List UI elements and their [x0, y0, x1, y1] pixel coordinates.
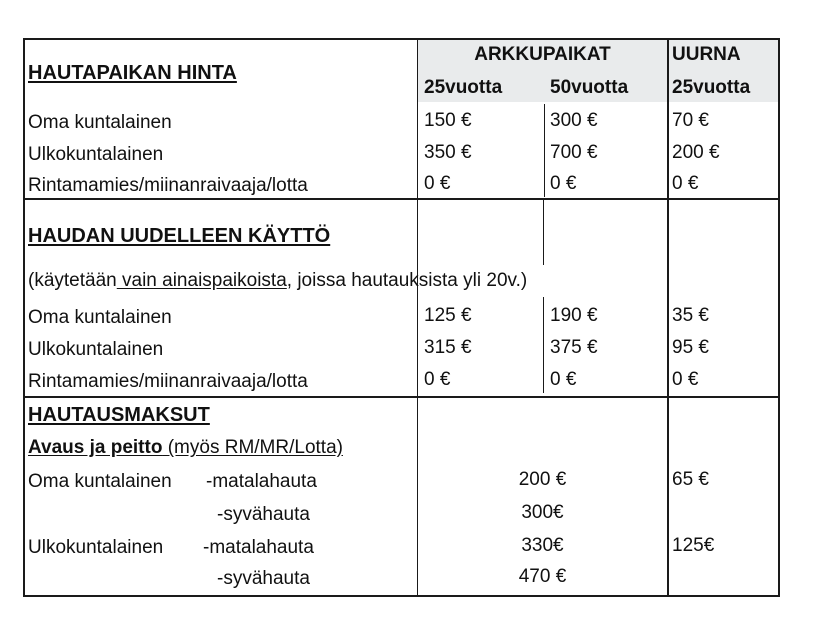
row-label: Ulkokuntalainen: [28, 144, 164, 165]
fee-grave-type: -syvähauta: [217, 504, 310, 525]
reuse-note-prefix: (käytetään: [28, 270, 117, 291]
fee-arkku-value: 200 €: [518, 469, 567, 490]
fees-subtitle: [28, 437, 343, 459]
column-divider-uurna: [667, 38, 669, 596]
reuse-note-suffix: , joissa hautauksista yli 20v.): [286, 270, 528, 291]
price-cell: 0 €: [672, 173, 699, 194]
fees-subtitle-rest: (myös RM/MR/Lotta): [162, 437, 343, 458]
fee-arkku-value: 300€: [521, 502, 564, 523]
price-cell: 0 €: [672, 369, 699, 390]
price-cell: 190 €: [550, 305, 598, 326]
price-cell: 125 €: [424, 305, 472, 326]
price-cell: 315 €: [424, 337, 472, 358]
price-cell: 350 €: [424, 142, 472, 163]
price-cell: 95 €: [672, 337, 709, 358]
fee-grave-type: -matalahauta: [206, 471, 317, 492]
fee-grave-type: -matalahauta: [203, 537, 314, 558]
price-cell: 150 €: [424, 110, 472, 131]
fee-row-label: Oma kuntalainen: [28, 471, 172, 492]
fees-section-title: HAUTAUSMAKSUT: [28, 404, 210, 426]
fee-arkku-value: 470 €: [518, 566, 567, 587]
price-cell: 375 €: [550, 337, 598, 358]
column-divider-50v-middle: [543, 200, 544, 265]
row-label: Oma kuntalainen: [28, 307, 172, 328]
column-divider-50v-upper: [544, 104, 545, 197]
price-cell: 0 €: [550, 173, 577, 194]
reuse-section-title: HAUDAN UUDELLEEN KÄYTTÖ: [28, 225, 331, 247]
uurna-header: UURNA: [672, 44, 741, 65]
fee-uurna-value: 125€: [672, 535, 715, 556]
price-cell: 70 €: [672, 110, 709, 131]
table-border-right: [778, 38, 780, 597]
price-section-title: HAUTAPAIKAN HINTA: [28, 62, 237, 84]
price-cell: 0 €: [550, 369, 577, 390]
column-divider-50v-lower: [543, 297, 544, 393]
fee-row-label: Ulkokuntalainen: [28, 537, 164, 558]
price-cell: 700 €: [550, 142, 598, 163]
fee-uurna-value: 65 €: [672, 469, 709, 490]
column-header-25vuotta: 25vuotta: [424, 77, 503, 98]
table-border-left: [23, 38, 25, 597]
price-cell: 0 €: [424, 173, 451, 194]
reuse-note: [28, 270, 527, 292]
row-label: Rintamamies/miinanraivaaja/lotta: [28, 371, 308, 392]
row-label: Rintamamies/miinanraivaaja/lotta: [28, 175, 308, 196]
row-label: Oma kuntalainen: [28, 112, 172, 133]
fee-arkku-value: 330€: [521, 535, 564, 556]
price-cell: 0 €: [424, 369, 451, 390]
column-header-50vuotta: 50vuotta: [550, 77, 629, 98]
fees-subtitle-bold: Avaus ja peitto: [28, 437, 163, 458]
row-label: Ulkokuntalainen: [28, 339, 164, 360]
price-cell: 300 €: [550, 110, 598, 131]
column-header-uurna-25vuotta: 25vuotta: [672, 77, 751, 98]
arkkupaikat-header: ARKKUPAIKAT: [474, 44, 611, 65]
price-cell: 35 €: [672, 305, 709, 326]
fee-grave-type: -syvähauta: [217, 568, 310, 589]
reuse-note-underlined: vain ainaispaikoista: [116, 270, 287, 291]
price-cell: 200 €: [672, 142, 720, 163]
